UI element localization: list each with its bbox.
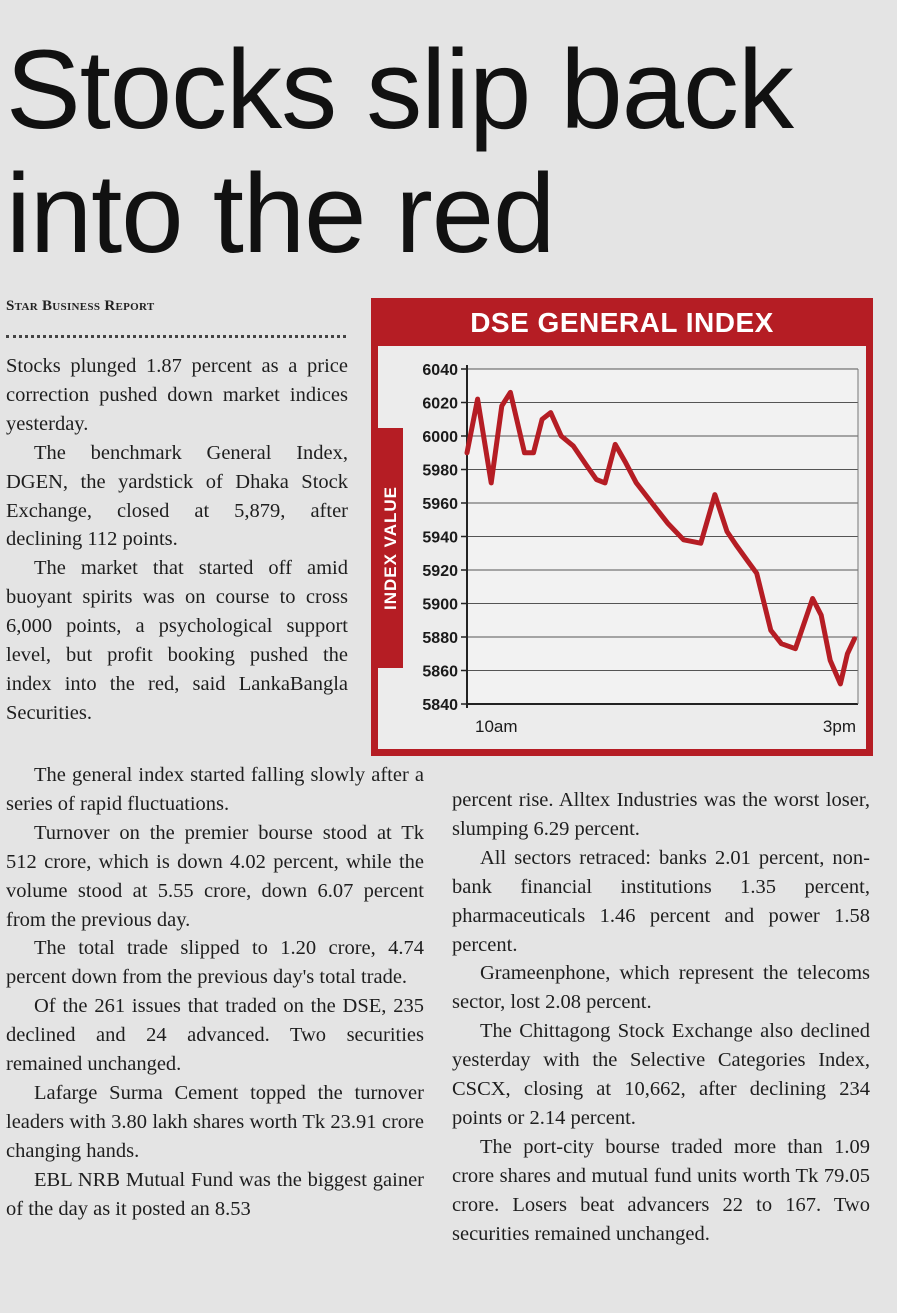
paragraph: EBL NRB Mutual Fund was the biggest gainer of the day as it posted an 8.53 xyxy=(6,1168,424,1220)
paragraph: The benchmark General Index, DGEN, the yardstick of Dhaka Stock Exchange, closed at 5,879, after declining 112 points. xyxy=(6,441,348,551)
y-tick-label: 5880 xyxy=(422,630,458,647)
paragraph: The port-city bourse traded more than 1.09 crore shares and mutual fund units worth Tk 79.05 crore. Losers beat advancers 22 to 167. Two securities remained unchanged. xyxy=(452,1135,870,1245)
y-axis-label: INDEX VALUE xyxy=(381,485,400,611)
byline-divider xyxy=(6,335,346,338)
paragraph: All sectors retraced: banks 2.01 percent, non-bank financial institutions 1.35 percent, pharmaceuticals 1.46 percent and power 1.58 percent. xyxy=(452,846,870,956)
y-tick-label: 6040 xyxy=(422,362,458,379)
dse-index-chart xyxy=(371,298,873,756)
paragraph: Of the 261 issues that traded on the DSE, 235 declined and 24 advanced. Two securities remained unchanged. xyxy=(6,995,424,1076)
paragraph: The market that started off amid buoyant spirits was on course to cross 6,000 points, a psychological support level, but profit booking pushed the index into the red, said LankaBangla Securities. xyxy=(6,557,348,724)
paragraph: The general index started falling slowly after a series of rapid fluctuations. xyxy=(6,764,424,815)
headline-line-1: Stocks slip back xyxy=(6,27,793,152)
y-tick-label: 5900 xyxy=(422,596,458,614)
paragraph: Turnover on the premier bourse stood at Tk 512 crore, which is down 4.02 percent, while the volume stood at 5.55 crore, down 6.07 percent from the previous day. xyxy=(6,821,424,931)
x-tick-label: 3pm xyxy=(822,717,856,736)
paragraph: The total trade slipped to 1.20 crore, 4.74 percent down from the previous day's total trade. xyxy=(6,937,424,989)
y-tick-label: 5920 xyxy=(422,563,458,580)
y-tick-label: 5940 xyxy=(422,529,458,547)
paragraph: The Chittagong Stock Exchange also declined yesterday with the Selective Categories Index, CSCX, closing at 10,662, after declining 234 points or 2.14 percent. xyxy=(452,1020,870,1129)
paragraph: Grameenphone, which represent the telecoms sector, lost 2.08 percent. xyxy=(452,962,870,1014)
y-tick-label: 5860 xyxy=(422,663,458,681)
x-tick-label: 10am xyxy=(475,717,518,736)
chart-svg xyxy=(378,346,866,749)
article-column-left-top xyxy=(6,352,348,728)
byline: Star Business Report xyxy=(6,298,155,314)
paragraph: Lafarge Surma Cement topped the turnover leaders with 3.80 lakh shares worth Tk 23.91 crore changing hands. xyxy=(6,1081,424,1162)
headline-line-2: into the red xyxy=(6,151,555,276)
y-tick-label: 6020 xyxy=(422,395,458,413)
y-tick-label: 6000 xyxy=(422,429,458,446)
article-column-right xyxy=(452,786,870,1249)
article-column-left-bottom xyxy=(6,761,424,1224)
y-tick-label: 5980 xyxy=(422,462,458,480)
paragraph: Stocks plunged 1.87 percent as a price correction pushed down market indices yesterday. xyxy=(6,355,348,435)
paragraph: percent rise. Alltex Industries was the worst loser, slumping 6.29 percent. xyxy=(452,789,870,840)
chart-title: DSE GENERAL INDEX xyxy=(470,307,774,338)
chart-plot-panel xyxy=(378,346,866,749)
headline xyxy=(6,28,886,276)
y-tick-label: 5840 xyxy=(422,697,458,714)
y-tick-label: 5960 xyxy=(422,496,458,513)
